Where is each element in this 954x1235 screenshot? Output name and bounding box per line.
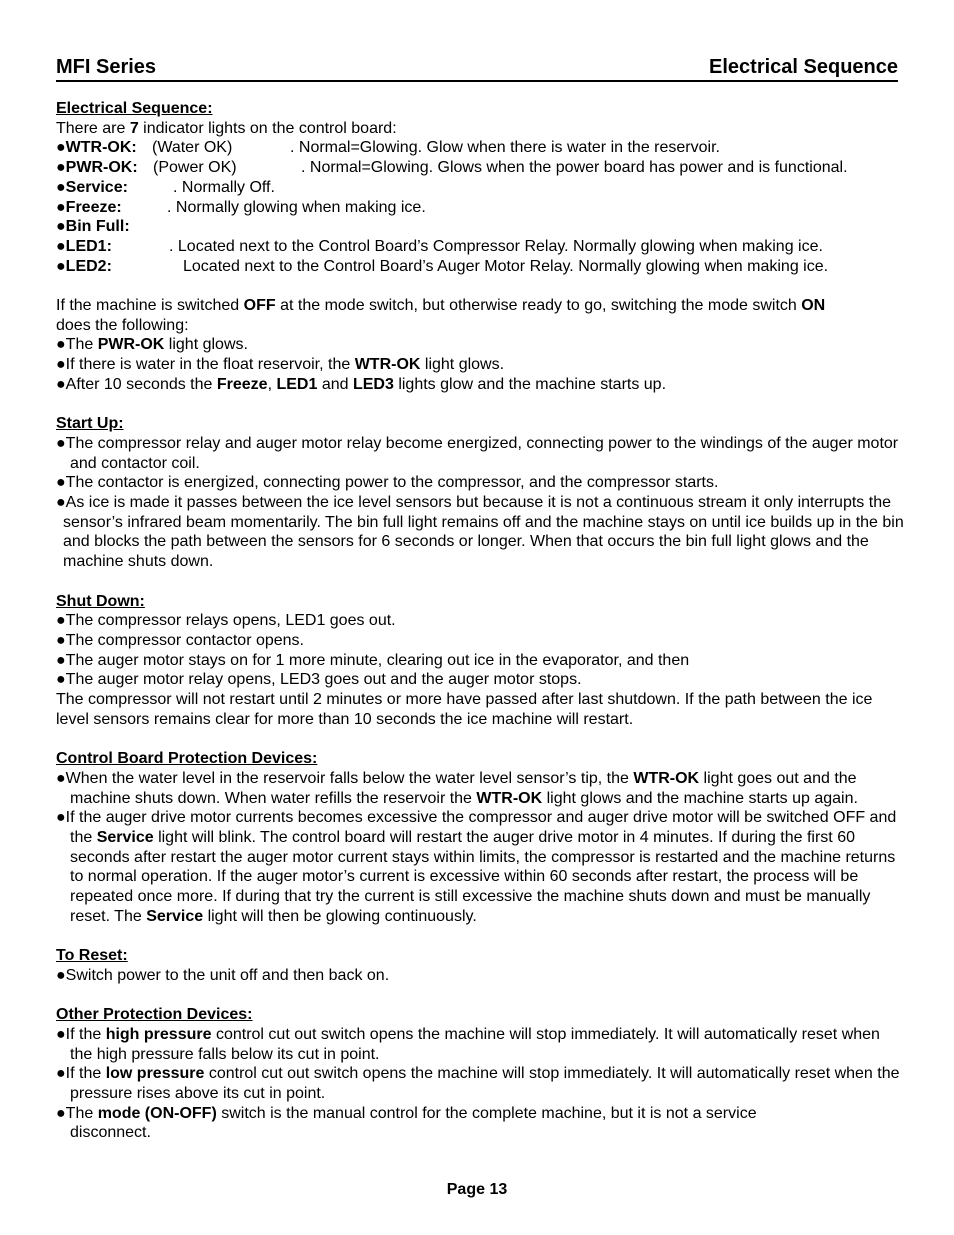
list-item: ●If there is water in the float reservoir, the WTR-OK light glows. [56,356,505,374]
intro-count: 7 [129,119,139,137]
list-item: ●The compressor relay and auger motor relay become energized, connecting power to the windings of the auger motor and contactor coil. [56,434,899,472]
para-bold: OFF [243,297,276,315]
indicator-label: ●LED1: [56,237,112,255]
list-item: ●If the low pressure control cut out switch opens the machine will stop immediately. It will automatically reset when the pressure rises above its cut in point. [56,1065,900,1103]
list-item: ●The compressor relays opens, LED1 goes out. [56,612,396,630]
para-text: does the following: [56,316,189,334]
indicator-desc: . Normally Off. [173,178,275,196]
to-reset-title: To Reset: [56,947,128,965]
indicator-label: ●Service: [56,178,128,196]
indicator-freeze [56,198,906,218]
list-item: ●The mode (ON-OFF) switch is the manual control for the complete machine, but it is not a service disconnect. [56,1104,757,1142]
indicator-pwr-ok [56,158,906,178]
list-item: ●As ice is made it passes between the ice level sensors but because it is not a continuous stream it only interrupts the sensor’s infrared beam momentarily. The bin full light remains off and the machine stays on until ice builds up in the bin and blocks the path between the sensors for 6 seconds or longer. When that occurs the bin full light glows and the machine shuts down. [56,494,904,571]
para-text: at the mode switch, but otherwise ready to go, switching the mode switch [275,297,802,315]
page-header [56,56,898,82]
list-item: ●The auger motor relay opens, LED3 goes out and the auger motor stops. [56,671,582,689]
protection-devices-title: Control Board Protection Devices: [56,750,318,768]
shut-down-title: Shut Down: [56,592,145,610]
indicator-label: ●PWR-OK: [56,159,138,177]
electrical-sequence-title: Electrical Sequence: [56,100,213,117]
section-heading: Electrical Sequence [709,56,898,78]
para-bold: ON [801,297,826,315]
indicator-led2 [56,257,906,277]
list-item: ●The auger motor stays on for 1 more minute, clearing out ice in the evaporator, and then [56,651,690,669]
indicator-label: ●Freeze: [56,198,122,216]
indicator-wtr-ok [56,138,906,158]
list-item: ●If the auger drive motor currents becomes excessive the compressor and auger drive motor will be switched OFF and the Service light will blink. The control board will restart the auger drive motor in 4 minutes. If during the first 60 seconds after restart the auger motor current stays within limits, the compressor is restarted and the machine returns to normal operation. If the auger motor’s current is excessive within 60 seconds after restart, the process will be repeated once more. If during that try the current is still excessive the machine shuts down and must be manually reset. The Service light will then be glowing continuously. [56,809,897,925]
indicator-bin-full [56,217,906,237]
indicator-intro [56,119,906,139]
indicator-label: ●LED2: [56,257,112,275]
document-body [56,99,906,1143]
para-text: If the machine is switched [56,297,244,315]
list-item: ●The PWR-OK light glows. [56,336,248,354]
restart-paragraph: The compressor will not restart until 2 minutes or more have passed after last shutdown. If the path between the ice level sensors remains clear for more than 10 seconds the ice machine will restart. [56,691,873,728]
indicator-desc: . Normally glowing when making ice. [167,198,426,216]
series-title: MFI Series [56,56,157,78]
mode-switch-paragraph [56,296,906,335]
list-item: ●The contactor is energized, connecting power to the compressor, and the compressor starts. [56,474,719,492]
indicator-desc: . Located next to the Control Board’s Compressor Relay. Normally glowing when making ice. [169,237,823,255]
list-item: ●The compressor contactor opens. [56,631,304,649]
indicator-desc: Located next to the Control Board’s Auger Motor Relay. Normally glowing when making ice. [183,257,829,275]
list-item: ●After 10 seconds the Freeze, LED1 and LED3 lights glow and the machine starts up. [56,375,667,393]
indicator-led1 [56,237,906,257]
other-protection-title: Other Protection Devices: [56,1006,253,1024]
indicator-desc: . Normal=Glowing. Glow when there is water in the reservoir. [290,139,720,157]
indicator-desc: . Normal=Glowing. Glows when the power board has power and is functional. [301,159,848,177]
indicator-label: ●WTR-OK: [56,139,137,157]
page-number: Page 13 [446,1181,508,1198]
list-item: ●Switch power to the unit off and then back on. [56,966,390,984]
start-up-title: Start Up: [56,415,124,433]
list-item: ●If the high pressure control cut out switch opens the machine will stop immediately. It will automatically reset when the high pressure falls below its cut in point. [56,1025,880,1063]
indicator-label: ●Bin Full: [56,218,130,236]
indicator-note: (Water OK) [152,139,233,157]
intro-text: There are [56,119,130,137]
intro-text-end: indicator lights on the control board: [138,119,397,137]
indicator-note: (Power OK) [153,159,237,177]
list-item: ●When the water level in the reservoir falls below the water level sensor’s tip, the WTR-OK light goes out and the machine shuts down. When water refills the reservoir the WTR-OK light glows and the machine starts up again. [56,769,858,807]
indicator-service [56,178,906,198]
